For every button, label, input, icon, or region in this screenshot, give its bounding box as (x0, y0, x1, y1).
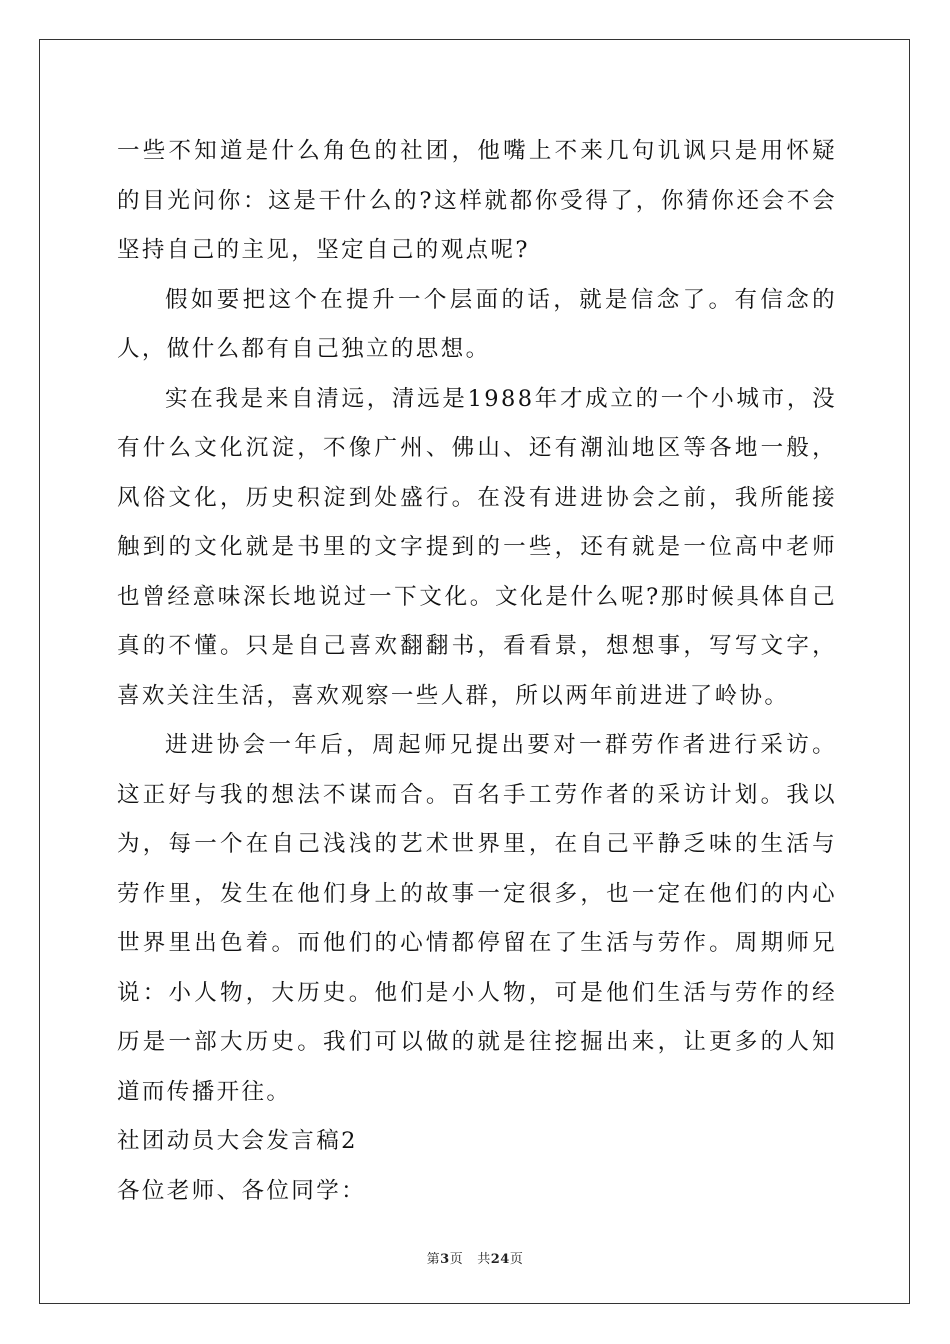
page-prefix: 第 (426, 1252, 441, 1267)
paragraph: 进进协会一年后，周起师兄提出要对一群劳作者进行采访。这正好与我的想法不谋而合。百名手工劳作者的采访计划。我以为，每一个在自己浅浅的艺术世界里，在自己平静乏味的生活与劳作里，发生在他们身上的故事一定很多，也一定在他们的内心世界里出色着。而他们的心情都停留在了生活与劳作。周期师兄说：小人物，大历史。他们是小人物，可是他们生活与劳作的经历是一部大历史。我们可以做的就是往挖掘出来，让更多的人知道而传播开往。 (117, 732, 837, 1105)
page-current: 3 (440, 1252, 450, 1267)
page-total: 24 (490, 1252, 510, 1267)
paragraph: 实在我是来自清远，清远是1988年才成立的一个小城市，没有什么文化沉淀，不像广州、佛山、还有潮汕地区等各地一般，风俗文化，历史积淀到处盛行。在没有进进协会之前，我所能接触到的文化就是书里的文字提到的一些，还有就是一位高中老师也曾经意味深长地说过一下文化。文化是什么呢?那时候具体自己真的不懂。只是自己喜欢翻翻书，看看景，想想事，写写文字，喜欢关注生活，喜欢观察一些人群，所以两年前进进了岭协。 (117, 385, 837, 709)
salutation: 各位老师、各位同学： (117, 1177, 367, 1204)
total-suffix: 页 (509, 1252, 524, 1267)
document-body (117, 127, 837, 1216)
total-prefix: 共 (477, 1252, 491, 1267)
page-suffix: 页 (449, 1252, 464, 1267)
section-title: 社团动员大会发言稿2 (117, 1128, 358, 1154)
paragraph: 假如要把这个在提升一个层面的话，就是信念了。有信念的人，做什么都有自己独立的思想。 (117, 286, 837, 362)
page-footer (0, 1248, 950, 1267)
paragraph: 一些不知道是什么角色的社团，他嘴上不来几句讥讽只是用怀疑的目光问你：这是干什么的?这样就都你受得了，你猜你还会不会坚持自己的主见，坚定自己的观点呢? (117, 138, 837, 263)
